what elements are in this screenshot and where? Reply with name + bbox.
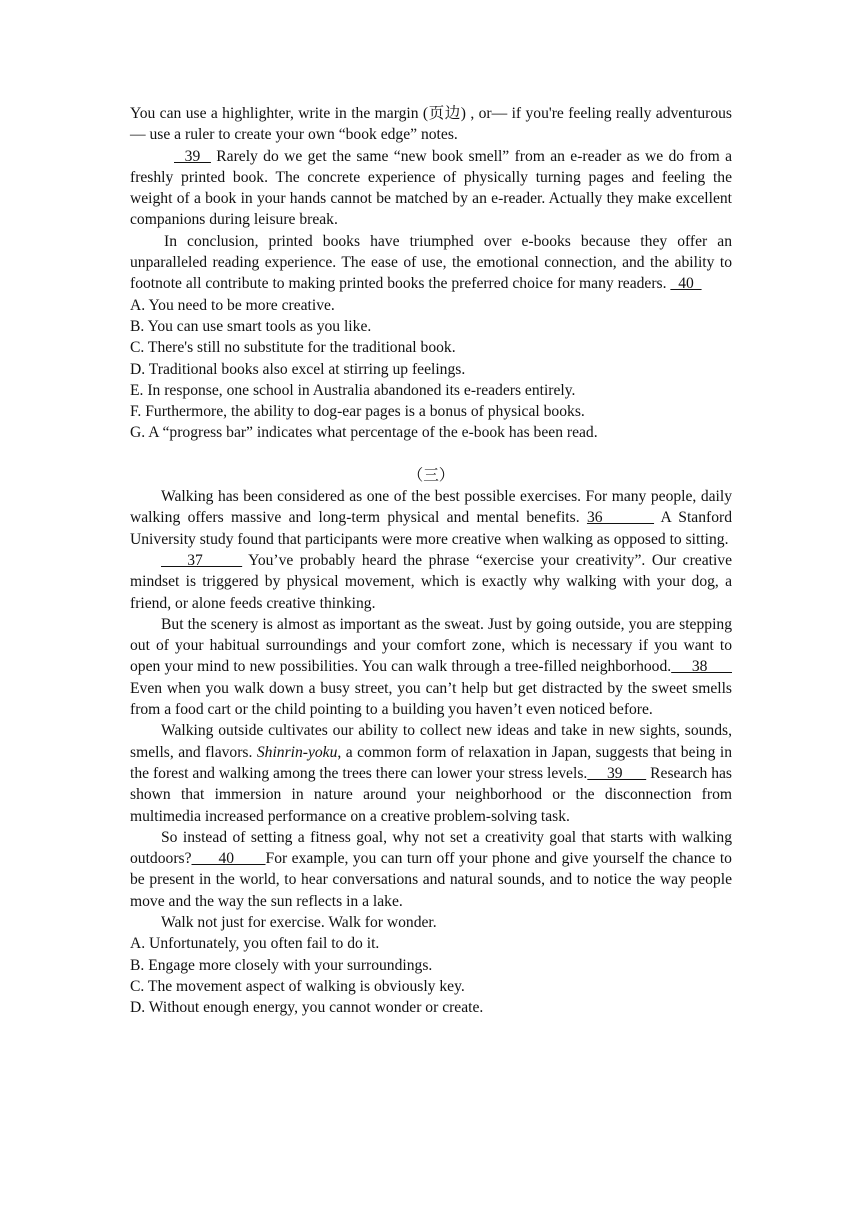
section-heading: （三）	[407, 466, 455, 484]
paragraph-outside	[130, 720, 732, 826]
option-g: G. A “progress bar” indicates what percentage of the e-book has been read.	[130, 424, 598, 442]
paragraph-text: But the scenery is almost as important as the sweat. Just by going outside, you are stepping out of your habitual surroundings and your comfort zone, which is necessary if you want to open your mind to new possibilities. You can walk through a tree-filled neighborhood.	[130, 615, 732, 676]
paragraph-goal	[130, 827, 732, 912]
paragraph-text: You’ve probably heard the phrase “exercise your creativity”. Our creative mindset is triggered by physical movement, which is exactly why walking with your dog, a friend, or alone feeds creative thinking.	[130, 551, 732, 612]
blank-40[interactable]: 40	[191, 850, 266, 868]
blank-36[interactable]: 36	[586, 509, 655, 527]
option-c: C. The movement aspect of walking is obviously key.	[130, 977, 465, 995]
paragraph-text: , a common form of relaxation in Japan, suggests that being in the forest and walking among the trees there can lower your stress levels.	[130, 743, 732, 782]
paragraph-text: Rarely do we get the same “new book smell” from an e-reader as we do from a freshly printed book. The concrete experience of physically turning pages and feeling the weight of a book in your hands cannot be matched by an e-reader. Actually they make excellent companions during leisure break.	[130, 147, 733, 229]
option-a: A. You need to be more creative.	[130, 296, 335, 314]
option-c: C. There's still no substitute for the traditional book.	[130, 339, 456, 357]
paragraph-walking-intro	[130, 486, 732, 550]
blank-39[interactable]: 39	[174, 147, 211, 165]
paragraph-text: Walking outside cultivates our ability to collect new ideas and take in new sights, sounds, smells, and flavors.	[130, 722, 732, 761]
paragraph-conclusion	[130, 231, 732, 295]
paragraph-new-book-smell	[130, 146, 732, 231]
italic-term: Shinrin-yoku	[256, 743, 338, 761]
paragraph-text: Walking has been considered as one of the best possible exercises. For many people, daily walking offers massive and long-term physical and mental benefits.	[130, 488, 732, 527]
paragraph-text: In conclusion, printed books have triumphed over e-books because they offer an unparalleled reading experience. The ease of use, the emotional connection, and the ability to footnote all contribute to making printed books the preferred choice for many readers.	[130, 232, 732, 293]
paragraph-text: For example, you can turn off your phone and give yourself the chance to be present in the world, to hear conversations and natural sounds, and to notice the way people move and the way the sun reflects in a lake.	[130, 850, 732, 910]
paragraph-margin-notes: You can use a highlighter, write in the margin (页边) , or— if you're feeling really adventurous— use a ruler to create your own “book edge” notes.	[130, 105, 732, 144]
option-b: B. You can use smart tools as you like.	[130, 317, 372, 335]
paragraph-closing: Walk not just for exercise. Walk for wonder.	[161, 913, 437, 931]
section-gap	[130, 444, 732, 465]
option-b: B. Engage more closely with your surroundings.	[130, 956, 433, 974]
option-e: E. In response, one school in Australia abandoned its e-readers entirely.	[130, 381, 576, 399]
blank-40[interactable]: 40	[670, 275, 702, 293]
paragraph-creativity	[130, 550, 732, 614]
option-a: A. Unfortunately, you often fail to do it.	[130, 935, 380, 953]
document-page	[130, 103, 732, 1018]
paragraph-text: Research has shown that immersion in nature around your neighborhood or the disconnection from multimedia increased performance on a creative problem-solving task.	[130, 764, 732, 825]
option-d: D. Traditional books also excel at stirring up feelings.	[130, 360, 466, 378]
blank-39[interactable]: 39	[587, 764, 647, 782]
option-d: D. Without enough energy, you cannot wonder or create.	[130, 999, 484, 1017]
paragraph-text: So instead of setting a fitness goal, why not set a creativity goal that starts with walking outdoors?	[130, 828, 732, 868]
paragraph-text: Even when you walk down a busy street, you can’t help but get distracted by the sweet smells from a food cart or the child pointing to a building you haven’t even noticed before.	[130, 679, 732, 719]
paragraph-scenery	[130, 614, 732, 720]
paragraph-text: A Stanford University study found that participants were more creative when walking as opposed to sitting.	[130, 509, 733, 548]
option-f: F. Furthermore, the ability to dog-ear pages is a bonus of physical books.	[130, 403, 585, 421]
blank-37[interactable]: 37	[161, 551, 243, 569]
blank-38[interactable]: 38	[671, 658, 732, 676]
